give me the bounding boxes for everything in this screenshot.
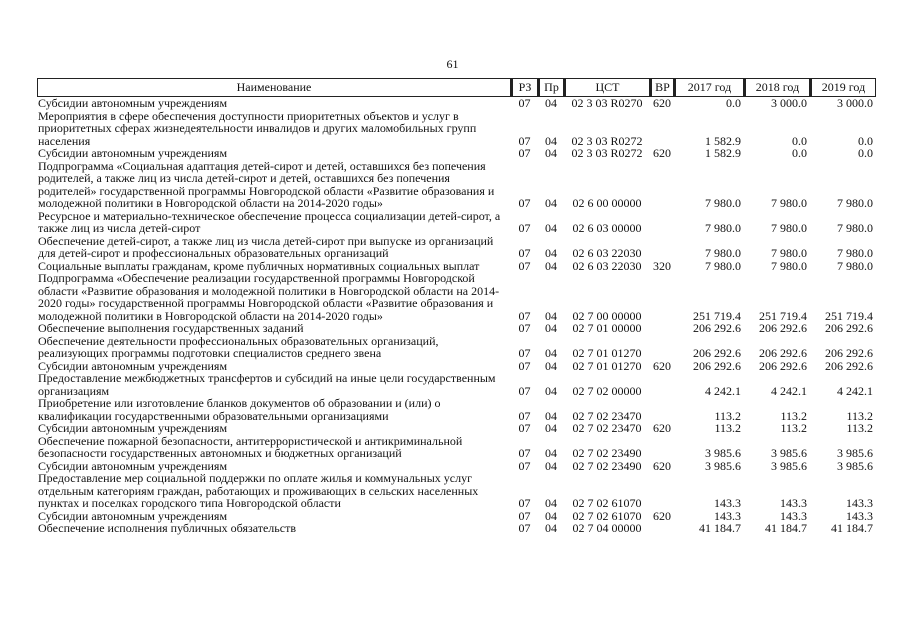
cell-2018: 4 242.1: [771, 383, 807, 398]
cell-pr: 04: [545, 133, 557, 148]
table-row: [37, 435, 876, 460]
table-row: [37, 97, 876, 110]
cell-name: Субсидии автономным учреждениям: [38, 421, 228, 435]
cell-2019: 143.3: [846, 508, 873, 523]
cell-2017: 113.2: [714, 408, 741, 423]
cell-pr: 04: [545, 358, 557, 373]
table-row: [37, 422, 876, 435]
cell-pr: 04: [545, 458, 557, 473]
cell-name: Обеспечение деятельности профессиональных образовательных организаций, реализующих программы подготовки специалистов среднего звена: [38, 333, 439, 360]
cell-rz: 07: [518, 308, 531, 323]
cell-cst: 02 7 02 23490: [572, 446, 642, 460]
cell-cst: 02 6 00 00000: [572, 196, 642, 210]
cell-pr: 04: [545, 96, 557, 110]
cell-pr: 04: [545, 308, 557, 323]
cell-2017: 206 292.6: [693, 346, 741, 360]
cell-2019: 206 292.6: [825, 358, 873, 373]
cell-rz: 07: [518, 133, 531, 148]
cell-vr: [650, 435, 674, 460]
cell-2018: 7 980.0: [771, 196, 807, 210]
cell-pr: 04: [545, 346, 557, 360]
cell-vr: [650, 472, 674, 510]
table-row: [37, 210, 876, 235]
cell-rz: 07: [518, 446, 531, 460]
cell-cst: 02 7 01 01270: [572, 358, 642, 373]
cell-2018: 206 292.6: [759, 346, 807, 360]
cell-2018: 143.3: [780, 496, 807, 510]
cell-2019: 7 980.0: [837, 258, 873, 273]
header-rz: РЗ: [511, 78, 538, 97]
cell-rz: 07: [518, 221, 531, 235]
cell-2018: 41 184.7: [765, 521, 807, 535]
cell-vr: 620: [653, 508, 671, 523]
cell-rz: 07: [518, 258, 531, 273]
cell-2019: 0.0: [858, 146, 873, 160]
cell-vr: [650, 235, 674, 260]
cell-name: Подпрограмма «Социальная адаптация детей-сирот и детей, оставшихся без попечения родителей, а также лиц из числа детей-сирот и детей, оставшихся без попечения родителей» государственной программы Новгородской области «Развитие образования и молодежной политики в Новгородской области на 2014-2020 годы»: [38, 158, 495, 210]
cell-2017: 143.3: [714, 496, 741, 510]
cell-2018: 0.0: [792, 133, 807, 148]
header-vr: ВР: [650, 78, 674, 97]
cell-2017: 7 980.0: [705, 246, 741, 260]
cell-vr: 620: [653, 358, 671, 373]
cell-cst: 02 3 03 R0270: [571, 96, 643, 110]
cell-rz: 07: [518, 496, 531, 510]
cell-cst: 02 3 03 R0272: [571, 133, 643, 148]
cell-pr: 04: [545, 496, 557, 510]
cell-pr: 04: [545, 258, 557, 273]
table-row: [37, 335, 876, 360]
cell-rz: 07: [518, 508, 531, 523]
cell-vr: 620: [653, 421, 671, 435]
cell-2019: 4 242.1: [837, 383, 873, 398]
cell-cst: 02 7 04 00000: [572, 521, 642, 535]
budget-table: [37, 78, 876, 535]
header-2019: 2019 год: [810, 78, 876, 97]
header-2018: 2018 год: [744, 78, 810, 97]
table-row: [37, 272, 876, 322]
cell-name: Социальные выплаты гражданам, кроме публичных нормативных социальных выплат: [38, 258, 480, 273]
cell-name: Обеспечение выполнения государственных заданий: [38, 321, 304, 335]
cell-cst: 02 6 03 00000: [572, 221, 642, 235]
cell-2018: 3 985.6: [771, 458, 807, 473]
cell-vr: [650, 160, 674, 210]
table-row: [37, 472, 876, 510]
cell-name: Субсидии автономным учреждениям: [38, 146, 228, 160]
cell-2017: 3 985.6: [705, 458, 741, 473]
cell-2018: 7 980.0: [771, 221, 807, 235]
cell-cst: 02 7 02 23490: [572, 458, 642, 473]
cell-rz: 07: [518, 408, 531, 423]
cell-vr: [650, 210, 674, 235]
cell-vr: 620: [653, 146, 671, 160]
header-cst: ЦСТ: [564, 78, 650, 97]
cell-2018: 3 000.0: [771, 96, 807, 110]
cell-2019: 7 980.0: [837, 221, 873, 235]
cell-cst: 02 6 03 22030: [572, 258, 642, 273]
cell-2018: 113.2: [780, 421, 807, 435]
cell-2019: 113.2: [846, 421, 873, 435]
cell-2017: 1 582.9: [705, 146, 741, 160]
cell-2017: 7 980.0: [705, 221, 741, 235]
cell-vr: [650, 397, 674, 422]
cell-2017: 251 719.4: [693, 308, 741, 323]
cell-2017: 7 980.0: [705, 258, 741, 273]
cell-2018: 143.3: [780, 508, 807, 523]
cell-cst: 02 7 02 61070: [572, 496, 642, 510]
cell-2017: 1 582.9: [705, 133, 741, 148]
cell-vr: 320: [653, 258, 671, 273]
cell-cst: 02 7 02 23470: [572, 408, 642, 423]
cell-2018: 7 980.0: [771, 258, 807, 273]
cell-2019: 41 184.7: [831, 521, 873, 535]
cell-2018: 113.2: [780, 408, 807, 423]
cell-name: Субсидии автономным учреждениям: [38, 458, 228, 473]
cell-vr: 620: [653, 96, 671, 110]
cell-2019: 3 985.6: [837, 446, 873, 460]
cell-pr: 04: [545, 421, 557, 435]
cell-rz: 07: [518, 146, 531, 160]
cell-pr: 04: [545, 383, 557, 398]
cell-cst: 02 7 00 00000: [572, 308, 642, 323]
cell-pr: 04: [545, 321, 557, 335]
cell-name: Предоставление межбюджетных трансфертов и субсидий на иные цели государственным организациям: [38, 371, 496, 398]
cell-pr: 04: [545, 508, 557, 523]
cell-name: Подпрограмма «Обеспечение реализации государственной программы Новгородской области «Развитие образования и молодежной политики в Новгородской области на 2014-2020 годы» государственной программы Новгородской области «Развитие образования и молодежной политики в Новгородской области на 2014-2020 годы»: [38, 271, 500, 323]
cell-vr: 620: [653, 458, 671, 473]
cell-2018: 0.0: [792, 146, 807, 160]
cell-name: Обеспечение детей-сирот, а также лиц из числа детей-сирот при выпуске из организаций для детей-сирот и профессиональных образовательных организаций: [38, 233, 494, 260]
table-row: [37, 372, 876, 397]
cell-rz: 07: [518, 521, 531, 535]
cell-rz: 07: [518, 346, 531, 360]
table-row: [37, 397, 876, 422]
cell-rz: 07: [518, 358, 531, 373]
cell-2017: 206 292.6: [693, 321, 741, 335]
cell-name: Обеспечение пожарной безопасности, антитеррористической и антикриминальной безопасности государственных автономных и бюджетных организаций: [38, 433, 463, 460]
cell-rz: 07: [518, 421, 531, 435]
cell-pr: 04: [545, 521, 557, 535]
cell-name: Субсидии автономным учреждениям: [38, 358, 228, 373]
cell-vr: [650, 522, 674, 535]
cell-rz: 07: [518, 321, 531, 335]
cell-vr: [650, 372, 674, 397]
table-row: [37, 110, 876, 148]
cell-2018: 251 719.4: [759, 308, 807, 323]
table-row: [37, 160, 876, 210]
cell-pr: 04: [545, 146, 557, 160]
cell-cst: 02 7 02 23470: [572, 421, 642, 435]
cell-cst: 02 3 03 R0272: [571, 146, 643, 160]
header-row: [37, 78, 876, 97]
cell-pr: 04: [545, 446, 557, 460]
cell-vr: [650, 322, 674, 335]
cell-2019: 0.0: [858, 133, 873, 148]
table-row: [37, 522, 876, 535]
cell-name: Ресурсное и материально-техническое обеспечение процесса социализации детей-сирот, а также лиц из числа детей-сирот: [38, 208, 501, 235]
cell-2019: 206 292.6: [825, 346, 873, 360]
cell-cst: 02 7 01 00000: [572, 321, 642, 335]
cell-vr: [650, 335, 674, 360]
cell-pr: 04: [545, 408, 557, 423]
cell-2017: 113.2: [714, 421, 741, 435]
cell-2019: 7 980.0: [837, 196, 873, 210]
cell-2017: 4 242.1: [705, 383, 741, 398]
page-number: 61: [446, 57, 459, 71]
cell-2017: 206 292.6: [693, 358, 741, 373]
cell-rz: 07: [518, 246, 531, 260]
cell-2019: 7 980.0: [837, 246, 873, 260]
table-body: [37, 97, 876, 535]
cell-2019: 251 719.4: [825, 308, 873, 323]
cell-name: Мероприятия в сфере обеспечения доступности приоритетных объектов и услуг в приоритетных сферах жизнедеятельности инвалидов и других маломобильных групп населения: [38, 108, 477, 148]
cell-cst: 02 7 01 01270: [572, 346, 642, 360]
cell-rz: 07: [518, 96, 531, 110]
table-row: [37, 147, 876, 160]
cell-cst: 02 7 02 00000: [572, 383, 642, 398]
cell-pr: 04: [545, 221, 557, 235]
cell-2019: 3 000.0: [837, 96, 873, 110]
cell-2019: 3 985.6: [837, 458, 873, 473]
table-row: [37, 322, 876, 335]
cell-cst: 02 7 02 61070: [572, 508, 642, 523]
cell-cst: 02 6 03 22030: [572, 246, 642, 260]
cell-rz: 07: [518, 196, 531, 210]
cell-2019: 143.3: [846, 496, 873, 510]
cell-name: Субсидии автономным учреждениям: [38, 508, 228, 523]
cell-2019: 206 292.6: [825, 321, 873, 335]
cell-2017: 7 980.0: [705, 196, 741, 210]
header-pr: Пр: [538, 78, 564, 97]
cell-rz: 07: [518, 458, 531, 473]
cell-2017: 41 184.7: [699, 521, 741, 535]
cell-vr: [650, 110, 674, 148]
cell-2017: 3 985.6: [705, 446, 741, 460]
cell-vr: [650, 272, 674, 322]
cell-2017: 143.3: [714, 508, 741, 523]
header-2017: 2017 год: [674, 78, 744, 97]
cell-2019: 113.2: [846, 408, 873, 423]
cell-2018: 7 980.0: [771, 246, 807, 260]
cell-2017: 0.0: [726, 96, 741, 110]
header-name: Наименование: [37, 78, 511, 97]
cell-name: Предоставление мер социальной поддержки по оплате жилья и коммунальных услуг отдельным категориям граждан, работающих и проживающих в сельских населенных пунктах и поселках городского типа Новгородской области: [38, 471, 479, 510]
cell-rz: 07: [518, 383, 531, 398]
cell-2018: 206 292.6: [759, 358, 807, 373]
cell-name: Обеспечение исполнения публичных обязательств: [38, 521, 297, 535]
cell-pr: 04: [545, 246, 557, 260]
table-row: [37, 235, 876, 260]
cell-pr: 04: [545, 196, 557, 210]
cell-2018: 206 292.6: [759, 321, 807, 335]
cell-name: Субсидии автономным учреждениям: [38, 96, 228, 110]
cell-2018: 3 985.6: [771, 446, 807, 460]
cell-name: Приобретение или изготовление бланков документов об образовании и (или) о квалификации государственными образовательными организациями: [38, 396, 441, 423]
